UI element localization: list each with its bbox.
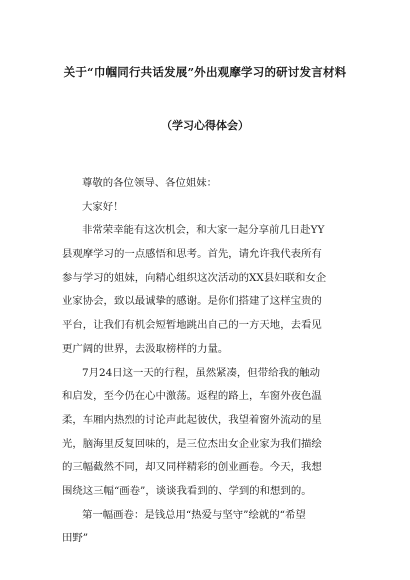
paragraph-line: 柔，车厢内热烈的讨论声此起彼伏，我望着窗外流动的星 bbox=[62, 413, 322, 426]
salutation: 尊敬的各位领导、各位姐妹： bbox=[82, 177, 218, 189]
paragraph-line: 田野” bbox=[62, 532, 89, 545]
paragraph-line: 光，脑海里反复回味的，是三位杰出女企业家为我们描绘 bbox=[62, 437, 322, 450]
document-title: 关于“巾帼同行共话发展”外出观摩学习的研讨发言材料 bbox=[63, 65, 347, 79]
paragraph-line: 业家协会，致以最诚挚的感谢。是你们搭建了这样宝贵的 bbox=[62, 295, 322, 308]
paragraph-line: 围绕这三幅“画卷”，谈谈我看到的、学到的和想到的。 bbox=[62, 484, 312, 497]
document-subtitle: （学习心得体会） bbox=[161, 119, 249, 132]
paragraph-line: 第一幅画卷：是钱总用“热爱与坚守”绘就的“希望 bbox=[82, 508, 306, 521]
paragraph-line: 更广阔的世界，去汲取榜样的力量。 bbox=[62, 342, 229, 355]
paragraph-line: 参与学习的姐妹，向精心组织这次活动的XX县妇联和女企 bbox=[62, 271, 327, 284]
paragraph-line: 平台，让我们有机会短暂地跳出自己的一方天地，去看见 bbox=[62, 319, 322, 332]
paragraph-line: 非常荣幸能有这次机会，和大家一起分享前几日赴YY bbox=[82, 224, 325, 237]
greeting: 大家好！ bbox=[82, 200, 124, 213]
paragraph-line: 的三幅截然不同，却又同样精彩的创业画卷。今天，我想 bbox=[62, 461, 322, 474]
document-body bbox=[62, 172, 362, 551]
paragraph-line: 县观摩学习的一点感悟和思考。首先，请允许我代表所有 bbox=[62, 248, 322, 261]
paragraph-line: 7月24日这一天的行程，虽然紧凑，但带给我的触动 bbox=[82, 366, 321, 379]
paragraph-line: 和启发，至今仍在心中激荡。返程的路上，车窗外夜色温 bbox=[62, 390, 322, 403]
